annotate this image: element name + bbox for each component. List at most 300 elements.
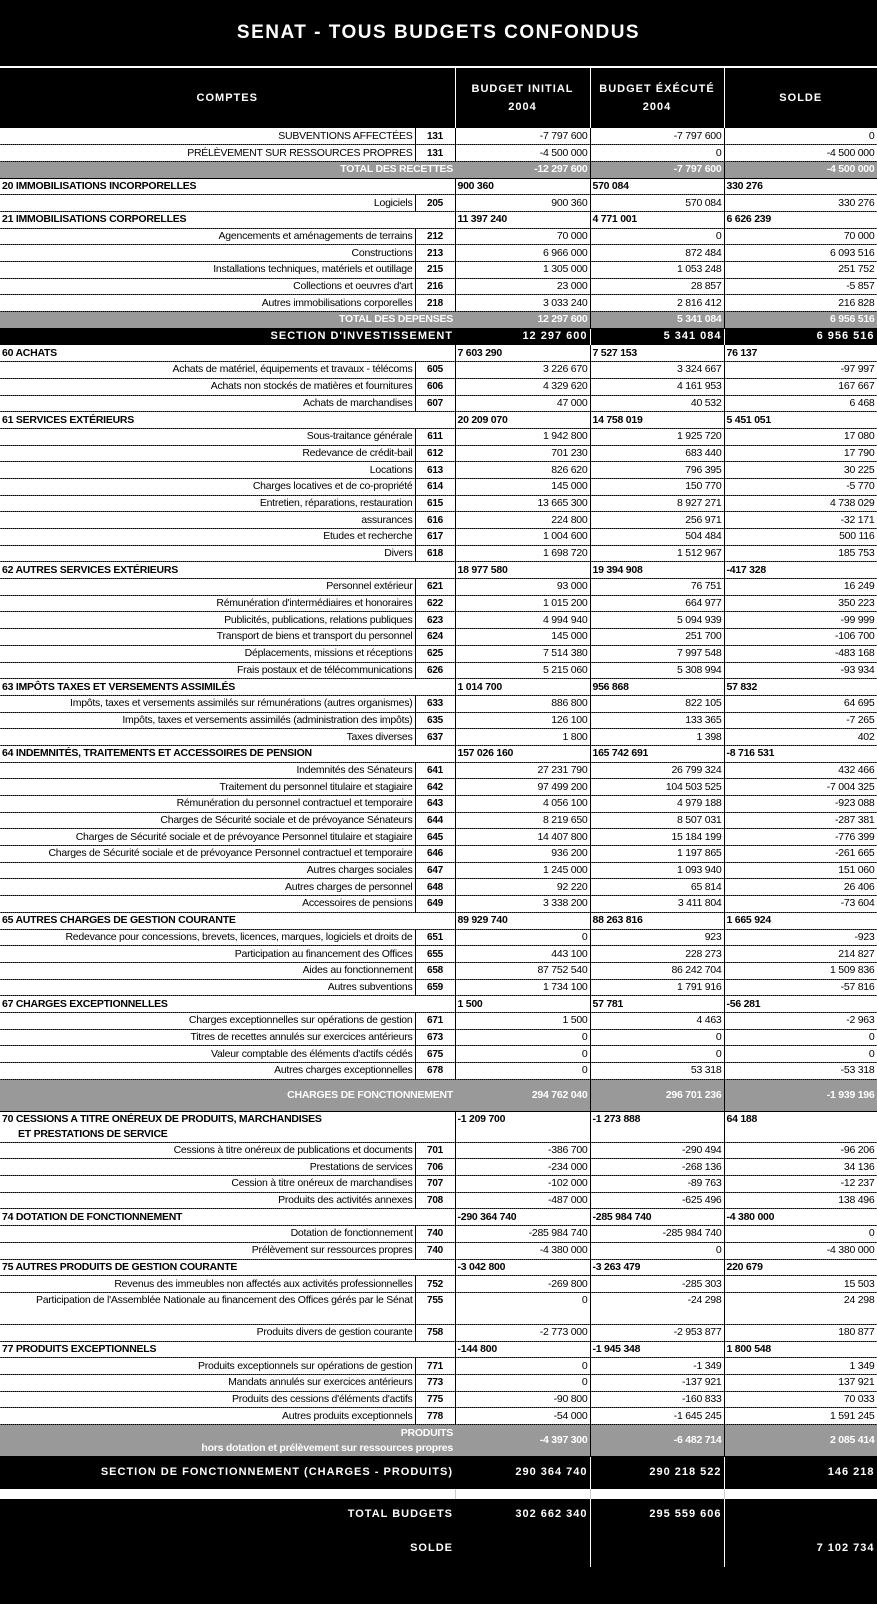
account-code: 701 [415, 1142, 455, 1159]
budget-initial: 70 000 [455, 228, 590, 245]
budget-initial: 4 994 940 [455, 612, 590, 629]
solde: 220 679 [724, 1259, 877, 1276]
row-label: Valeur comptable des éléments d'actifs cédés [0, 1046, 415, 1063]
solde: 64 188 [724, 1111, 877, 1142]
row-label: Divers [0, 545, 415, 562]
account-code: 617 [415, 529, 455, 546]
solde: -923 088 [724, 796, 877, 813]
table-row [0, 462, 877, 479]
budget-initial: 900 360 [455, 195, 590, 212]
page-title: SENAT - TOUS BUDGETS CONFONDUS [0, 0, 877, 68]
budget-execute: 290 218 522 [590, 1457, 724, 1489]
table-row [0, 145, 877, 162]
budget-execute: 5 094 939 [590, 612, 724, 629]
row-label [0, 1111, 455, 1142]
account-code: 218 [415, 295, 455, 312]
solde: 26 406 [724, 879, 877, 896]
budget-execute: 570 084 [590, 195, 724, 212]
total-row [0, 1425, 877, 1457]
account-code: 740 [415, 1226, 455, 1243]
solde: 6 956 516 [724, 328, 877, 345]
row-label: Achats de matériel, équipements et travaux - télécoms [0, 362, 415, 379]
budget-execute: 15 184 199 [590, 829, 724, 846]
solde: 402 [724, 729, 877, 746]
table-row [0, 979, 877, 996]
budget-initial: 1 004 600 [455, 529, 590, 546]
table-row [0, 445, 877, 462]
table-row [0, 846, 877, 863]
table-row [0, 612, 877, 629]
budget-initial: 93 000 [455, 579, 590, 596]
budget-execute: 7 527 153 [590, 345, 724, 362]
table-row [0, 779, 877, 796]
group-row [0, 1341, 877, 1358]
table-row [0, 195, 877, 212]
solde: -4 380 000 [724, 1242, 877, 1259]
account-code: 778 [415, 1408, 455, 1425]
row-label: Cessions à titre onéreux de publications et documents [0, 1142, 415, 1159]
solde: 251 752 [724, 262, 877, 279]
solde: -32 171 [724, 512, 877, 529]
solde: 350 223 [724, 595, 877, 612]
budget-execute: -1 945 348 [590, 1341, 724, 1358]
table-row [0, 829, 877, 846]
budget-initial: 0 [455, 1292, 590, 1324]
account-code: 673 [415, 1029, 455, 1046]
group-row [0, 412, 877, 429]
solde: 330 276 [724, 195, 877, 212]
table-row [0, 395, 877, 412]
solde: 70 000 [724, 228, 877, 245]
account-code: 212 [415, 228, 455, 245]
budget-initial: 1 698 720 [455, 545, 590, 562]
table-row [0, 362, 877, 379]
account-code: 637 [415, 729, 455, 746]
row-label: Charges de Sécurité sociale et de prévoyance Personnel contractuel et temporaire [0, 846, 415, 863]
table-row [0, 946, 877, 963]
account-code: 613 [415, 462, 455, 479]
budget-initial: 97 499 200 [455, 779, 590, 796]
table-row [0, 1192, 877, 1209]
budget-initial: -2 773 000 [455, 1324, 590, 1341]
solde: 330 276 [724, 178, 877, 195]
account-code: 708 [415, 1192, 455, 1209]
table-row [0, 1226, 877, 1243]
budget-execute: -2 953 877 [590, 1324, 724, 1341]
budget-initial: 27 231 790 [455, 762, 590, 779]
budget-table [0, 68, 877, 1567]
row-label: Achats non stockés de matières et fournitures [0, 378, 415, 395]
budget-initial: -285 984 740 [455, 1226, 590, 1243]
table-body [0, 128, 877, 1567]
budget-execute: -3 263 479 [590, 1259, 724, 1276]
table-row [0, 862, 877, 879]
solde: 5 451 051 [724, 412, 877, 429]
account-code: 642 [415, 779, 455, 796]
account-code: 633 [415, 695, 455, 712]
solde: 4 738 029 [724, 495, 877, 512]
row-label: 20 IMMOBILISATIONS INCORPORELLES [0, 178, 455, 195]
row-label: Collections et oeuvres d'art [0, 278, 415, 295]
solde: -8 716 531 [724, 745, 877, 762]
account-code: 643 [415, 796, 455, 813]
row-label: Autres produits exceptionnels [0, 1408, 415, 1425]
row-label: Déplacements, missions et réceptions [0, 645, 415, 662]
table-row [0, 629, 877, 646]
budget-initial: 701 230 [455, 445, 590, 462]
solde: 15 503 [724, 1276, 877, 1293]
solde: 6 093 516 [724, 245, 877, 262]
budget-initial: 7 514 380 [455, 645, 590, 662]
budget-initial: 1 245 000 [455, 862, 590, 879]
account-code: 706 [415, 1159, 455, 1176]
budget-initial: 0 [455, 1046, 590, 1063]
budget-execute: -285 984 740 [590, 1226, 724, 1243]
table-row [0, 729, 877, 746]
budget-execute: 228 273 [590, 946, 724, 963]
table-row [0, 1276, 877, 1293]
total-row [0, 1079, 877, 1111]
row-label: Dotation de fonctionnement [0, 1226, 415, 1243]
budget-initial: 4 056 100 [455, 796, 590, 813]
row-label: Personnel extérieur [0, 579, 415, 596]
budget-initial: 145 000 [455, 629, 590, 646]
row-label: TOTAL BUDGETS [0, 1499, 455, 1531]
budget-initial: 89 929 740 [455, 912, 590, 929]
account-code: 707 [415, 1176, 455, 1193]
budget-execute: 1 197 865 [590, 846, 724, 863]
table-row [0, 495, 877, 512]
table-row [0, 1242, 877, 1259]
budget-execute: 3 411 804 [590, 896, 724, 913]
account-code: 648 [415, 879, 455, 896]
table-row [0, 645, 877, 662]
solde: -1 939 196 [724, 1079, 877, 1111]
budget-execute: -6 482 714 [590, 1425, 724, 1457]
section-row [0, 1531, 877, 1567]
solde: 17 790 [724, 445, 877, 462]
total-row [0, 161, 877, 178]
budget-execute: 104 503 525 [590, 779, 724, 796]
solde: -2 963 [724, 1012, 877, 1029]
table-row [0, 295, 877, 312]
row-label: 75 AUTRES PRODUITS DE GESTION COURANTE [0, 1259, 455, 1276]
budget-initial: 1 734 100 [455, 979, 590, 996]
table-row [0, 1358, 877, 1375]
solde: -97 997 [724, 362, 877, 379]
row-label: SECTION DE FONCTIONNEMENT (CHARGES - PRODUITS) [0, 1457, 455, 1489]
account-code: 771 [415, 1358, 455, 1375]
solde: 6 626 239 [724, 211, 877, 228]
budget-initial: 47 000 [455, 395, 590, 412]
row-label: Autres charges exceptionnelles [0, 1063, 415, 1080]
account-code: 607 [415, 395, 455, 412]
budget-execute: -290 494 [590, 1142, 724, 1159]
account-code: 649 [415, 896, 455, 913]
table-row [0, 1374, 877, 1391]
budget-execute: 150 770 [590, 478, 724, 495]
row-label-line1: 70 CESSIONS A TITRE ONÉREUX DE PRODUITS, MARCHANDISES [2, 1112, 322, 1125]
account-code: 635 [415, 712, 455, 729]
budget-initial: 936 200 [455, 846, 590, 863]
row-label: Produits des activités annexes [0, 1192, 415, 1209]
row-label: 21 IMMOBILISATIONS CORPORELLES [0, 211, 455, 228]
budget-execute: 0 [590, 1242, 724, 1259]
solde: -4 500 000 [724, 145, 877, 162]
solde: 167 667 [724, 378, 877, 395]
account-code: 618 [415, 545, 455, 562]
solde: 0 [724, 1226, 877, 1243]
row-label: Aides au fonctionnement [0, 962, 415, 979]
account-code: 658 [415, 962, 455, 979]
budget-initial: 8 219 650 [455, 812, 590, 829]
budget-execute: -1 349 [590, 1358, 724, 1375]
solde: 1 349 [724, 1358, 877, 1375]
budget-execute: 0 [590, 228, 724, 245]
account-code: 215 [415, 262, 455, 279]
budget-initial: 92 220 [455, 879, 590, 896]
budget-execute: -137 921 [590, 1374, 724, 1391]
budget-execute: -160 833 [590, 1391, 724, 1408]
row-label: Indemnités des Sénateurs [0, 762, 415, 779]
account-code: 646 [415, 846, 455, 863]
table-row [0, 245, 877, 262]
budget-initial: 302 662 340 [455, 1499, 590, 1531]
budget-initial: -4 397 300 [455, 1425, 590, 1457]
group-row [0, 996, 877, 1013]
budget-initial [455, 1531, 590, 1567]
budget-initial: -290 364 740 [455, 1209, 590, 1226]
budget-execute: 0 [590, 1046, 724, 1063]
row-label: Charges locatives et de co-propriété [0, 478, 415, 495]
table-row [0, 662, 877, 679]
account-code: 623 [415, 612, 455, 629]
solde: -56 281 [724, 996, 877, 1013]
budget-execute: 1 512 967 [590, 545, 724, 562]
account-code: 213 [415, 245, 455, 262]
budget-initial: -90 800 [455, 1391, 590, 1408]
table-row [0, 128, 877, 145]
solde: 7 102 734 [724, 1531, 877, 1567]
budget-execute: 251 700 [590, 629, 724, 646]
group-row [0, 745, 877, 762]
budget-execute: 165 742 691 [590, 745, 724, 762]
row-label: 61 SERVICES EXTÉRIEURS [0, 412, 455, 429]
account-code: 621 [415, 579, 455, 596]
solde: -106 700 [724, 629, 877, 646]
solde: -287 381 [724, 812, 877, 829]
budget-execute: -268 136 [590, 1159, 724, 1176]
account-code: 612 [415, 445, 455, 462]
budget-initial: 1 942 800 [455, 428, 590, 445]
row-label: 60 ACHATS [0, 345, 455, 362]
budget-execute: 570 084 [590, 178, 724, 195]
budget-execute: -1 273 888 [590, 1111, 724, 1142]
table-row [0, 879, 877, 896]
budget-execute: -285 303 [590, 1276, 724, 1293]
solde: 6 956 516 [724, 312, 877, 329]
row-label: Titres de recettes annulés sur exercices antérieurs [0, 1029, 415, 1046]
solde: 57 832 [724, 679, 877, 696]
row-label: Traitement du personnel titulaire et stagiaire [0, 779, 415, 796]
row-label: 74 DOTATION DE FONCTIONNEMENT [0, 1209, 455, 1226]
solde: 1 509 836 [724, 962, 877, 979]
budget-execute: 872 484 [590, 245, 724, 262]
solde: -483 168 [724, 645, 877, 662]
solde: 30 225 [724, 462, 877, 479]
account-code: 131 [415, 145, 455, 162]
solde: -7 004 325 [724, 779, 877, 796]
budget-initial: 1 015 200 [455, 595, 590, 612]
budget-initial: 13 665 300 [455, 495, 590, 512]
budget-initial: 14 407 800 [455, 829, 590, 846]
table-row [0, 1391, 877, 1408]
solde [724, 1499, 877, 1531]
budget-initial: 443 100 [455, 946, 590, 963]
blank-cell [724, 1489, 877, 1499]
row-label: Prestations de services [0, 1159, 415, 1176]
row-label: Logiciels [0, 195, 415, 212]
account-code: 655 [415, 946, 455, 963]
budget-execute: 2 816 412 [590, 295, 724, 312]
budget-execute: 1 925 720 [590, 428, 724, 445]
table-row [0, 812, 877, 829]
header-solde: SOLDE [724, 68, 877, 128]
budget-execute: 4 771 001 [590, 211, 724, 228]
budget-execute: -7 797 600 [590, 161, 724, 178]
solde: 0 [724, 1046, 877, 1063]
row-label: Prélèvement sur ressources propres [0, 1242, 415, 1259]
budget-execute: 76 751 [590, 579, 724, 596]
solde: 16 249 [724, 579, 877, 596]
budget-execute: 796 395 [590, 462, 724, 479]
budget-initial: 3 338 200 [455, 896, 590, 913]
row-label: Etudes et recherche [0, 529, 415, 546]
solde: -4 500 000 [724, 161, 877, 178]
budget-execute: 822 105 [590, 695, 724, 712]
budget-initial: 0 [455, 929, 590, 946]
account-code: 755 [415, 1292, 455, 1324]
budget-execute: 4 463 [590, 1012, 724, 1029]
row-label: 64 INDEMNITÉS, TRAITEMENTS ET ACCESSOIRES DE PENSION [0, 745, 455, 762]
budget-execute: 1 093 940 [590, 862, 724, 879]
table-row [0, 1142, 877, 1159]
budget-initial: 0 [455, 1063, 590, 1080]
row-label: 77 PRODUITS EXCEPTIONNELS [0, 1341, 455, 1358]
row-label: Rémunération du personnel contractuel et temporaire [0, 796, 415, 813]
blank-cell [590, 1489, 724, 1499]
budget-execute: 88 263 816 [590, 912, 724, 929]
table-header-row [0, 68, 877, 128]
table-row [0, 529, 877, 546]
row-label: Redevance de crédit-bail [0, 445, 415, 462]
row-label: 67 CHARGES EXCEPTIONNELLES [0, 996, 455, 1013]
solde: -53 318 [724, 1063, 877, 1080]
budget-execute: -24 298 [590, 1292, 724, 1324]
budget-execute: 5 341 084 [590, 328, 724, 345]
budget-execute: 133 365 [590, 712, 724, 729]
account-code: 131 [415, 128, 455, 145]
solde: -93 934 [724, 662, 877, 679]
solde: 64 695 [724, 695, 877, 712]
table-row [0, 579, 877, 596]
budget-execute: -625 496 [590, 1192, 724, 1209]
budget-initial: -54 000 [455, 1408, 590, 1425]
row-label: 63 IMPÔTS TAXES ET VERSEMENTS ASSIMILÉS [0, 679, 455, 696]
row-label: Charges de Sécurité sociale et de prévoyance Sénateurs [0, 812, 415, 829]
table-row [0, 1408, 877, 1425]
table-row [0, 962, 877, 979]
solde: 0 [724, 128, 877, 145]
row-label: Agencements et aménagements de terrains [0, 228, 415, 245]
row-label: Charges de Sécurité sociale et de prévoyance Personnel titulaire et stagiaire [0, 829, 415, 846]
row-label: SUBVENTIONS AFFECTÉES [0, 128, 415, 145]
row-label: Revenus des immeubles non affectés aux activités professionnelles [0, 1276, 415, 1293]
row-label-line2: hors dotation et prélèvement sur ressources propres [201, 1441, 453, 1454]
solde: 1 591 245 [724, 1408, 877, 1425]
budget-initial: 11 397 240 [455, 211, 590, 228]
account-code: 606 [415, 378, 455, 395]
solde: 1 800 548 [724, 1341, 877, 1358]
solde: -5 770 [724, 478, 877, 495]
account-code: 659 [415, 979, 455, 996]
row-label: Produits exceptionnels sur opérations de gestion [0, 1358, 415, 1375]
budget-execute: 683 440 [590, 445, 724, 462]
solde: 24 298 [724, 1292, 877, 1324]
solde: 1 665 924 [724, 912, 877, 929]
account-code: 644 [415, 812, 455, 829]
total-row [0, 312, 877, 329]
table-row [0, 1012, 877, 1029]
budget-execute: 923 [590, 929, 724, 946]
table-row [0, 595, 877, 612]
account-code: 205 [415, 195, 455, 212]
solde: 214 827 [724, 946, 877, 963]
row-label: Publicités, publications, relations publiques [0, 612, 415, 629]
budget-execute: 57 781 [590, 996, 724, 1013]
budget-execute: 4 161 953 [590, 378, 724, 395]
row-label: Impôts, taxes et versements assimilés (administration des impôts) [0, 712, 415, 729]
blank-cell [455, 1489, 590, 1499]
table-row [0, 262, 877, 279]
budget-initial: 20 209 070 [455, 412, 590, 429]
budget-initial: 4 329 620 [455, 378, 590, 395]
account-code: 773 [415, 1374, 455, 1391]
row-label: Produits divers de gestion courante [0, 1324, 415, 1341]
budget-execute: 40 532 [590, 395, 724, 412]
row-label-line1: PRODUITS [400, 1426, 453, 1439]
row-label [0, 1425, 455, 1457]
group-row [0, 679, 877, 696]
solde: 185 753 [724, 545, 877, 562]
row-label: Produits des cessions d'éléments d'actifs [0, 1391, 415, 1408]
account-code: 775 [415, 1391, 455, 1408]
row-label: Sous-traitance générale [0, 428, 415, 445]
row-label: TOTAL DES DEPENSES [0, 312, 455, 329]
group-row [0, 912, 877, 929]
solde: -99 999 [724, 612, 877, 629]
budget-initial: 294 762 040 [455, 1079, 590, 1111]
budget-initial: 23 000 [455, 278, 590, 295]
blank-row [0, 1489, 877, 1499]
row-label: Cession à titre onéreux de marchandises [0, 1176, 415, 1193]
section-row [0, 1499, 877, 1531]
solde: -7 265 [724, 712, 877, 729]
budget-initial: 0 [455, 1029, 590, 1046]
solde: 146 218 [724, 1457, 877, 1489]
solde: 151 060 [724, 862, 877, 879]
row-label: Autres charges sociales [0, 862, 415, 879]
